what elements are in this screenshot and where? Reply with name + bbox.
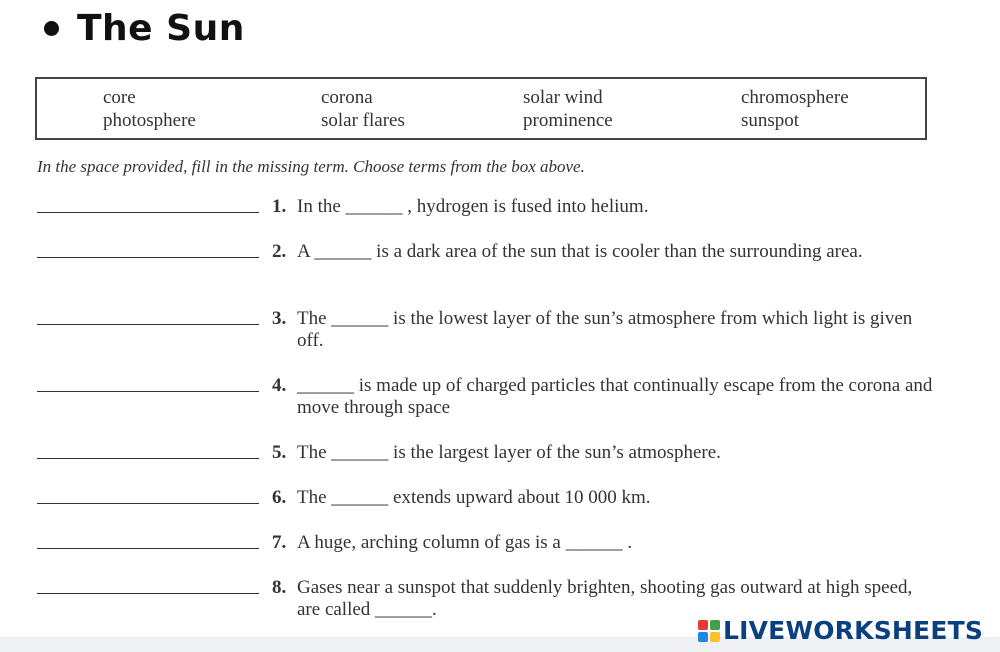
question-text: A huge, arching column of gas is a ______ .	[297, 532, 633, 553]
term-chromosphere: chromosphere	[741, 87, 849, 108]
question-number: 4.	[272, 375, 287, 396]
answer-blank-3[interactable]	[37, 324, 259, 325]
question-text: The ______ extends upward about 10 000 km.	[297, 487, 651, 508]
term-photosphere: photosphere	[103, 110, 196, 131]
answer-blank-4[interactable]	[37, 391, 259, 392]
page-title: The Sun	[77, 8, 245, 49]
answer-blank-1[interactable]	[37, 212, 259, 213]
question-number: 3.	[272, 308, 287, 329]
term-sunspot: sunspot	[741, 110, 800, 131]
term-core: core	[103, 87, 136, 108]
instructions: In the space provided, fill in the missing term. Choose terms from the box above.	[37, 157, 585, 176]
question-text: A ______ is a dark area of the sun that is cooler than the surrounding area.	[297, 241, 863, 262]
answer-blank-6[interactable]	[37, 503, 259, 504]
brand-name: LIVEWORKSHEETS	[723, 616, 984, 645]
term-box	[35, 77, 927, 140]
answer-blank-5[interactable]	[37, 458, 259, 459]
answer-blank-8[interactable]	[37, 593, 259, 594]
question-text: ______ is made up of charged particles that continually escape from the corona and move through space	[297, 375, 933, 418]
question-number: 8.	[272, 577, 287, 598]
question-number: 1.	[272, 196, 287, 217]
liveworksheets-icon	[698, 620, 720, 642]
term-solar-wind: solar wind	[523, 87, 603, 108]
answer-blank-7[interactable]	[37, 548, 259, 549]
question-number: 2.	[272, 241, 287, 262]
logo-square-red	[698, 620, 708, 630]
question-text: In the ______ , hydrogen is fused into helium.	[297, 196, 649, 217]
page-heading	[44, 8, 245, 49]
question-number: 7.	[272, 532, 287, 553]
term-corona: corona	[321, 87, 373, 108]
question-number: 6.	[272, 487, 287, 508]
question-number: 5.	[272, 442, 287, 463]
answer-blank-2[interactable]	[37, 257, 259, 258]
question-text: The ______ is the largest layer of the sun’s atmosphere.	[297, 442, 721, 463]
logo-square-yellow	[710, 632, 720, 642]
term-solar-flares: solar flares	[321, 110, 405, 131]
term-prominence: prominence	[523, 110, 613, 131]
bullet-icon	[44, 21, 59, 36]
question-text: Gases near a sunspot that suddenly brighten, shooting gas outward at high speed, are called ______.	[297, 577, 913, 620]
question-text: The ______ is the lowest layer of the sun’s atmosphere from which light is given off.	[297, 308, 913, 351]
logo-square-green	[710, 620, 720, 630]
logo-square-blue	[698, 632, 708, 642]
liveworksheets-logo[interactable]	[698, 616, 983, 645]
